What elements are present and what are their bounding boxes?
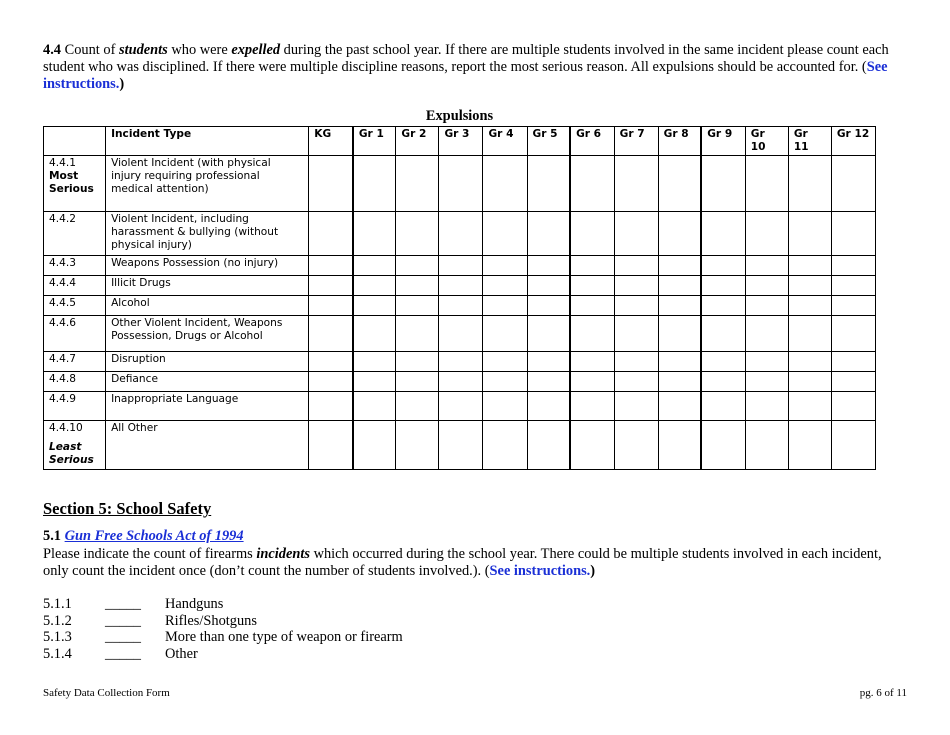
- intro-text-3: during the past school year. If there are multiple students involved in the same incident please count each student who was disciplined. If there were multiple discipline reasons, report the most serious reason. All expulsions should be accounted for. (: [43, 42, 889, 75]
- incident-type-cell: Illicit Drugs: [106, 276, 309, 296]
- count-input-cell[interactable]: [831, 296, 875, 316]
- count-input-cell[interactable]: [614, 276, 658, 296]
- count-input-cell[interactable]: [309, 156, 353, 212]
- intro-paragraph: [43, 42, 893, 93]
- table-row: [44, 372, 876, 392]
- count-input-cell[interactable]: [831, 392, 875, 421]
- count-input-cell[interactable]: [309, 256, 353, 276]
- count-input-cell[interactable]: [701, 212, 745, 256]
- count-input-cell[interactable]: [353, 156, 396, 212]
- row-code-cell: [44, 372, 106, 392]
- count-input-cell[interactable]: [658, 276, 701, 296]
- count-input-cell[interactable]: [439, 316, 483, 352]
- count-input-cell[interactable]: [788, 316, 831, 352]
- count-input-cell[interactable]: [396, 156, 439, 212]
- count-input-cell[interactable]: [831, 156, 875, 212]
- incident-type-cell: Weapons Possession (no injury): [106, 256, 309, 276]
- section-5-paragraph: [43, 546, 903, 580]
- count-input-cell[interactable]: [614, 296, 658, 316]
- incident-type-cell: Other Violent Incident, Weapons Possession, Drugs or Alcohol: [106, 316, 309, 352]
- count-input-cell[interactable]: [701, 392, 745, 421]
- row-code: 4.4.1: [49, 157, 76, 169]
- count-input-cell[interactable]: [527, 296, 570, 316]
- count-input-cell[interactable]: [658, 372, 701, 392]
- count-input-cell[interactable]: [658, 256, 701, 276]
- count-input-cell[interactable]: [701, 276, 745, 296]
- count-input-cell[interactable]: [658, 156, 701, 212]
- count-input-cell[interactable]: [788, 352, 831, 372]
- subsection-number: 5.1: [43, 528, 61, 544]
- item-label: Handguns: [165, 596, 224, 612]
- row-code-cell: [44, 256, 106, 276]
- table-row: [44, 212, 876, 256]
- count-input-cell[interactable]: [570, 392, 614, 421]
- count-input-cell[interactable]: [658, 296, 701, 316]
- table-row: [44, 296, 876, 316]
- para-text-1: Please indicate the count of firearms: [43, 546, 257, 562]
- table-row: [44, 316, 876, 352]
- row-code: 4.4.10: [49, 422, 83, 434]
- count-input-cell[interactable]: [614, 421, 658, 470]
- count-input-cell[interactable]: [396, 352, 439, 372]
- count-input-cell[interactable]: [570, 256, 614, 276]
- count-input-cell[interactable]: [309, 421, 353, 470]
- incident-type-cell: Violent Incident (with physical injury requiring professional medical attention): [106, 156, 309, 212]
- header-grade-2: Gr 2: [396, 127, 439, 156]
- row-code-cell: [44, 352, 106, 372]
- count-input-cell[interactable]: [396, 316, 439, 352]
- count-input-cell[interactable]: [527, 352, 570, 372]
- count-input-cell[interactable]: [788, 256, 831, 276]
- count-input-cell[interactable]: [614, 392, 658, 421]
- header-grade-5: Gr 5: [527, 127, 570, 156]
- row-code: 4.4.6: [49, 317, 76, 329]
- row-code-cell: [44, 316, 106, 352]
- subsection-5-1-title: [43, 528, 244, 545]
- count-input-cell[interactable]: [483, 296, 527, 316]
- count-blank[interactable]: _____: [105, 629, 141, 645]
- table-row: [44, 392, 876, 421]
- table-row: [44, 352, 876, 372]
- severity-note: Least Serious: [49, 441, 94, 466]
- count-input-cell[interactable]: [353, 316, 396, 352]
- count-input-cell[interactable]: [570, 316, 614, 352]
- count-input-cell[interactable]: [483, 212, 527, 256]
- expulsions-table: [43, 126, 876, 470]
- item-label: Rifles/Shotguns: [165, 612, 257, 629]
- count-input-cell[interactable]: [483, 421, 527, 470]
- count-input-cell[interactable]: [527, 421, 570, 470]
- count-input-cell[interactable]: [788, 392, 831, 421]
- count-input-cell[interactable]: [701, 316, 745, 352]
- count-input-cell[interactable]: [396, 276, 439, 296]
- count-input-cell[interactable]: [614, 212, 658, 256]
- count-input-cell[interactable]: [745, 212, 788, 256]
- count-input-cell[interactable]: [831, 256, 875, 276]
- count-input-cell[interactable]: [309, 276, 353, 296]
- count-input-cell[interactable]: [439, 156, 483, 212]
- incident-type-cell: All Other: [106, 421, 309, 470]
- count-input-cell[interactable]: [701, 256, 745, 276]
- count-input-cell[interactable]: [527, 372, 570, 392]
- list-item: [43, 629, 403, 646]
- count-input-cell[interactable]: [658, 212, 701, 256]
- count-input-cell[interactable]: [309, 296, 353, 316]
- count-blank[interactable]: _____: [105, 596, 141, 612]
- count-input-cell[interactable]: [353, 256, 396, 276]
- count-input-cell[interactable]: [483, 392, 527, 421]
- count-input-cell[interactable]: [788, 296, 831, 316]
- intro-text-1: Count of: [61, 42, 119, 58]
- count-input-cell[interactable]: [614, 256, 658, 276]
- count-input-cell[interactable]: [570, 421, 614, 470]
- list-item: [43, 596, 403, 613]
- count-input-cell[interactable]: [396, 372, 439, 392]
- count-input-cell[interactable]: [439, 372, 483, 392]
- header-grade-11: Gr 11: [788, 127, 831, 156]
- count-input-cell[interactable]: [570, 156, 614, 212]
- count-input-cell[interactable]: [658, 316, 701, 352]
- count-input-cell[interactable]: [309, 392, 353, 421]
- count-input-cell[interactable]: [527, 316, 570, 352]
- intro-text-4: ): [119, 76, 125, 92]
- count-input-cell[interactable]: [614, 316, 658, 352]
- count-input-cell[interactable]: [353, 392, 396, 421]
- count-input-cell[interactable]: [439, 212, 483, 256]
- count-input-cell[interactable]: [788, 212, 831, 256]
- count-input-cell[interactable]: [483, 276, 527, 296]
- row-code-cell: [44, 296, 106, 316]
- count-input-cell[interactable]: [788, 421, 831, 470]
- count-input-cell[interactable]: [745, 156, 788, 212]
- list-item: [43, 646, 403, 663]
- header-grade-12: Gr 12: [831, 127, 875, 156]
- header-grade-10: Gr 10: [745, 127, 788, 156]
- para-text-3: ): [590, 563, 596, 579]
- count-input-cell[interactable]: [439, 296, 483, 316]
- count-input-cell[interactable]: [527, 276, 570, 296]
- count-input-cell[interactable]: [353, 421, 396, 470]
- count-input-cell[interactable]: [745, 296, 788, 316]
- count-input-cell[interactable]: [570, 372, 614, 392]
- row-code-cell: [44, 421, 106, 470]
- header-grade-kg: KG: [309, 127, 353, 156]
- count-input-cell[interactable]: [439, 256, 483, 276]
- count-input-cell[interactable]: [396, 296, 439, 316]
- count-input-cell[interactable]: [527, 212, 570, 256]
- count-input-cell[interactable]: [353, 352, 396, 372]
- count-input-cell[interactable]: [353, 276, 396, 296]
- count-input-cell[interactable]: [483, 352, 527, 372]
- see-instructions-link[interactable]: See instructions.: [43, 59, 888, 92]
- count-input-cell[interactable]: [745, 256, 788, 276]
- count-input-cell[interactable]: [483, 316, 527, 352]
- row-code-cell: [44, 276, 106, 296]
- item-number: 5.1.4: [43, 645, 72, 662]
- incident-type-cell: Inappropriate Language: [106, 392, 309, 421]
- item-label: More than one type of weapon or firearm: [165, 629, 403, 645]
- count-input-cell[interactable]: [483, 256, 527, 276]
- count-input-cell[interactable]: [701, 352, 745, 372]
- section-5-title: Section 5: School Safety: [43, 499, 212, 518]
- intro-students: students: [118, 42, 168, 58]
- count-input-cell[interactable]: [745, 276, 788, 296]
- header-grade-8: Gr 8: [658, 127, 701, 156]
- row-code-cell: [44, 156, 106, 212]
- item-number: 5.1.2: [43, 612, 72, 629]
- count-input-cell[interactable]: [396, 392, 439, 421]
- count-input-cell[interactable]: [570, 352, 614, 372]
- header-code: [44, 127, 106, 156]
- row-code: 4.4.3: [49, 257, 76, 269]
- count-input-cell[interactable]: [745, 316, 788, 352]
- table-row: [44, 276, 876, 296]
- severity-note: Most Serious: [49, 170, 94, 195]
- intro-text-2: who were: [167, 42, 232, 58]
- count-input-cell[interactable]: [527, 256, 570, 276]
- table-row: [44, 156, 876, 212]
- incident-type-cell: Alcohol: [106, 296, 309, 316]
- count-input-cell[interactable]: [353, 212, 396, 256]
- row-code: 4.4.7: [49, 353, 76, 365]
- see-instructions-link-2[interactable]: See instructions.: [489, 563, 591, 579]
- count-input-cell[interactable]: [658, 421, 701, 470]
- count-input-cell[interactable]: [396, 212, 439, 256]
- count-input-cell[interactable]: [396, 256, 439, 276]
- count-input-cell[interactable]: [309, 372, 353, 392]
- count-input-cell[interactable]: [788, 276, 831, 296]
- count-input-cell[interactable]: [614, 372, 658, 392]
- count-input-cell[interactable]: [831, 352, 875, 372]
- count-input-cell[interactable]: [483, 372, 527, 392]
- count-input-cell[interactable]: [614, 352, 658, 372]
- count-input-cell[interactable]: [831, 421, 875, 470]
- count-input-cell[interactable]: [439, 392, 483, 421]
- count-input-cell[interactable]: [439, 352, 483, 372]
- header-incident-type: Incident Type: [106, 127, 309, 156]
- count-input-cell[interactable]: [527, 392, 570, 421]
- header-grade-1: Gr 1: [353, 127, 396, 156]
- para-incidents: incidents: [256, 546, 310, 562]
- count-input-cell[interactable]: [745, 352, 788, 372]
- item-label: Other: [165, 645, 198, 662]
- intro-expelled: expelled: [231, 42, 281, 58]
- count-input-cell[interactable]: [658, 392, 701, 421]
- count-input-cell[interactable]: [745, 421, 788, 470]
- gun-free-schools-act-link[interactable]: Gun Free Schools Act of 1994: [64, 528, 244, 544]
- count-input-cell[interactable]: [831, 316, 875, 352]
- count-blank[interactable]: _____: [105, 645, 141, 662]
- count-input-cell[interactable]: [353, 372, 396, 392]
- count-input-cell[interactable]: [788, 156, 831, 212]
- incident-type-cell: Defiance: [106, 372, 309, 392]
- footer-form-name: Safety Data Collection Form: [43, 687, 170, 699]
- count-input-cell[interactable]: [353, 296, 396, 316]
- header-grade-6: Gr 6: [570, 127, 614, 156]
- footer-page-number: pg. 6 of 11: [859, 687, 907, 699]
- table-row: [44, 256, 876, 276]
- count-input-cell[interactable]: [701, 156, 745, 212]
- count-input-cell[interactable]: [788, 372, 831, 392]
- count-input-cell[interactable]: [701, 296, 745, 316]
- count-input-cell[interactable]: [309, 212, 353, 256]
- count-input-cell[interactable]: [309, 316, 353, 352]
- count-input-cell[interactable]: [396, 421, 439, 470]
- table-title: Expulsions: [425, 108, 494, 124]
- count-input-cell[interactable]: [745, 392, 788, 421]
- count-input-cell[interactable]: [527, 156, 570, 212]
- count-input-cell[interactable]: [745, 372, 788, 392]
- row-code: 4.4.9: [49, 393, 76, 405]
- row-code: 4.4.4: [49, 277, 76, 289]
- row-code: 4.4.8: [49, 373, 76, 385]
- header-grade-7: Gr 7: [614, 127, 658, 156]
- count-input-cell[interactable]: [831, 372, 875, 392]
- count-input-cell[interactable]: [701, 372, 745, 392]
- row-code-cell: [44, 392, 106, 421]
- count-input-cell[interactable]: [570, 276, 614, 296]
- item-number: 5.1.1: [43, 596, 72, 612]
- intro-number: 4.4: [43, 42, 61, 58]
- header-row: [44, 127, 876, 156]
- count-input-cell[interactable]: [658, 352, 701, 372]
- count-input-cell[interactable]: [570, 296, 614, 316]
- firearm-list: [43, 596, 403, 662]
- count-input-cell[interactable]: [570, 212, 614, 256]
- header-grade-3: Gr 3: [439, 127, 483, 156]
- count-input-cell[interactable]: [831, 212, 875, 256]
- row-code: 4.4.2: [49, 213, 76, 225]
- count-input-cell[interactable]: [439, 421, 483, 470]
- para-text-2: which occurred during the school year. There could be multiple students involved in each incident, only count the incident once (don’t count the number of students involved.). (: [43, 546, 882, 579]
- count-input-cell[interactable]: [439, 276, 483, 296]
- row-code: 4.4.5: [49, 297, 76, 309]
- incident-type-cell: Violent Incident, including harassment & bullying (without physical injury): [106, 212, 309, 256]
- count-input-cell[interactable]: [831, 276, 875, 296]
- item-number: 5.1.3: [43, 629, 72, 645]
- count-input-cell[interactable]: [483, 156, 527, 212]
- row-code-cell: [44, 212, 106, 256]
- count-input-cell[interactable]: [614, 156, 658, 212]
- count-blank[interactable]: _____: [105, 612, 141, 629]
- count-input-cell[interactable]: [309, 352, 353, 372]
- table-row: [44, 421, 876, 470]
- header-grade-9: Gr 9: [701, 127, 745, 156]
- list-item: [43, 613, 403, 630]
- incident-type-cell: Disruption: [106, 352, 309, 372]
- header-grade-4: Gr 4: [483, 127, 527, 156]
- count-input-cell[interactable]: [701, 421, 745, 470]
